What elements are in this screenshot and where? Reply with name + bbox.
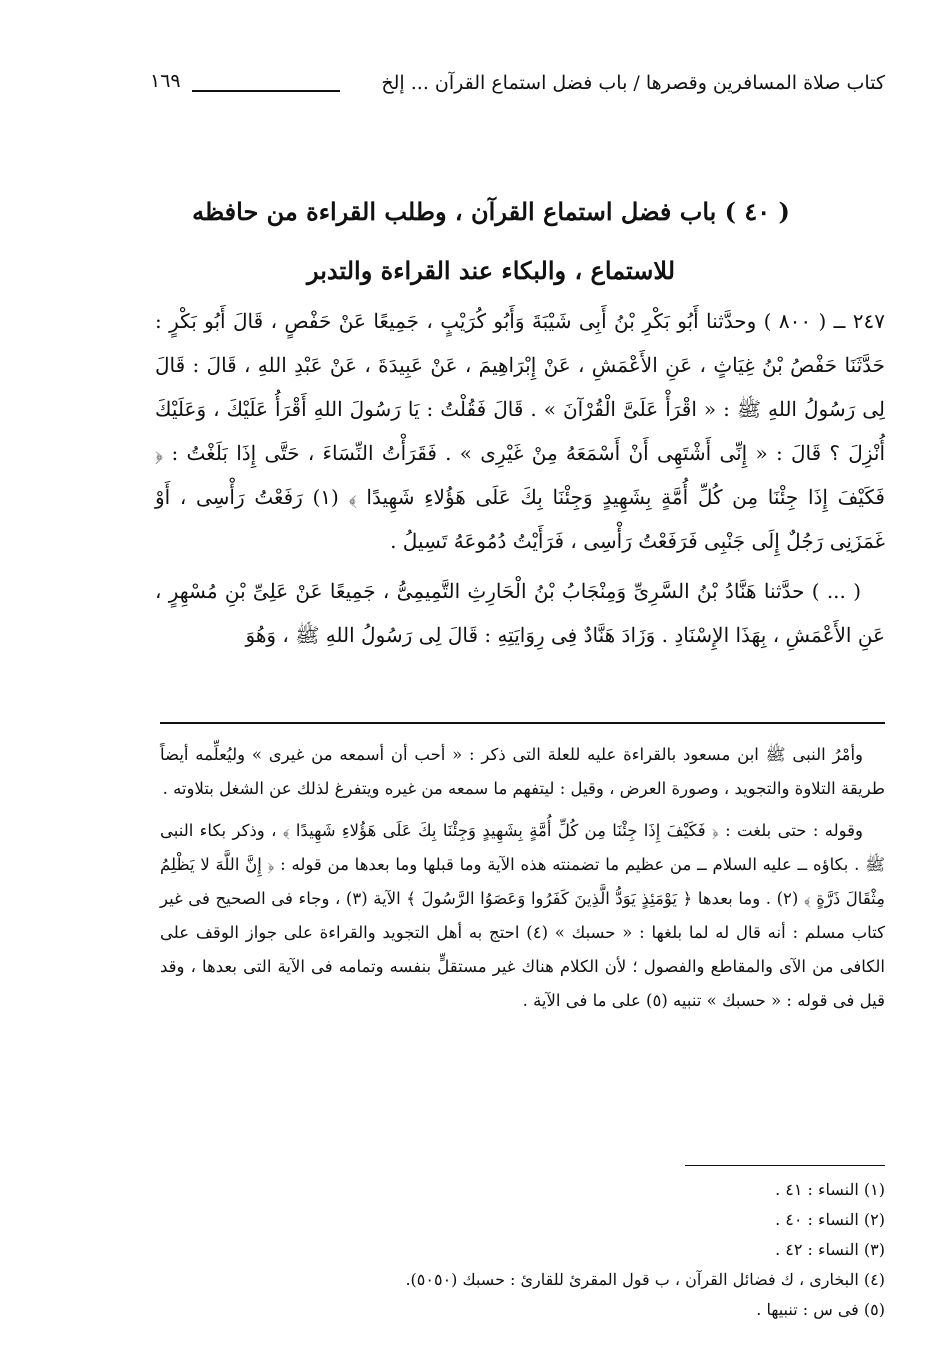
hadith-paragraph-2: ( ... ) حدَّثنا هَنَّادُ بْنُ السَّرِىِّ وَمِنْجَابُ بْنُ الْحَارِثِ التَّمِيمِىُّ ، جَمِيعًا عَنْ عَلِىِّ بْنِ مُسْهِرٍ ، عَنِ الأَعْمَشِ ، بِهَذَا الإِسْنَادِ . وَزَادَ هَنَّادٌ فِى رِوَايَتِهِ : قَالَ لِى رَسُولُ اللهِ ﷺ ، وَهُوَ xyxy=(155,579,885,647)
footnote-4: (٤) البخارى ، ك فضائل القرآن ، ب قول المقرئ للقارئ : حسبك (٥٠٥٠). xyxy=(405,1270,885,1289)
commentary xyxy=(160,738,885,1018)
header-title: كتاب صلاة المسافرين وقصرها / باب فضل استماع القرآن ... إلخ xyxy=(381,72,885,94)
footnote-3: (٣) النساء : ٤٢ . xyxy=(775,1240,885,1259)
chapter-title-line-2: للاستماع ، والبكاء عند القراءة والتدبر xyxy=(306,256,676,285)
chapter-title xyxy=(161,182,821,300)
footnote-1: (١) النساء : ٤١ . xyxy=(775,1180,885,1199)
text-divider xyxy=(160,722,885,724)
hadith-paragraph-1: ٢٤٧ ــ ( ٨٠٠ ) وحدَّثنا أَبُو بَكْرِ بْنُ أَبِى شَيْبَةَ وَأَبُو كُرَيْبٍ ، جَمِيعًا عَنْ حَفْصٍ ، قَالَ أَبُو بَكْرٍ : حَدَّثَنَا حَفْصُ بْنُ غِيَاثٍ ، عَنِ الأَعْمَشِ ، عَنْ إِبْرَاهِيمَ ، عَنْ عَبِيدَةَ ، عَنْ عَبْدِ اللهِ ، قَالَ : قَالَ لِى رَسُولُ اللهِ ﷺ : « اقْرَأْ عَلَىَّ الْقُرْآنَ » . قَالَ فَقُلْتُ : يَا رَسُولَ اللهِ أَقْرَأُ عَلَيْكَ ، وَعَلَيْكَ أُنْزِلَ ؟ قَالَ : « إِنِّى أَشْتَهِى أَنْ أَسْمَعَهُ مِنْ غَيْرِى » . فَقَرَأْتُ النِّسَاءَ ، حَتَّى إِذَا بَلَغْتُ : ﴿ فَكَيْفَ إِذَا جِئْنَا مِن كُلِّ أُمَّةٍ بِشَهِيدٍ وَجِئْنَا بِكَ عَلَى هَؤُلاءِ شَهِيدًا ﴾ (١) رَفَعْتُ رَأْسِى ، أَوْ غَمَزَنِى رَجُلٌ إِلَى جَنْبِى فَرَفَعْتُ رَأْسِى ، فَرَأَيْتُ دُمُوعَهُ تَسِيلُ . xyxy=(155,309,886,553)
commentary-paragraph-2: وقوله : حتى بلغت : ﴿ فَكَيْفَ إِذَا جِئْنَا مِن كُلِّ أُمَّةٍ بِشَهِيدٍ وَجِئْنَا بِكَ عَلَى هَؤُلاءِ شَهِيدًا ﴾ ، وذكر بكاء النبى ﷺ . بكاؤه ــ عليه السلام ــ من عظيم ما تضمنته هذه الآية وما قبلها وما بعدها من قوله : ﴿ إِنَّ اللَّهَ لا يَظْلِمُ مِثْقَالَ ذَرَّةٍ ﴾ (٢) . وما بعدها ﴿ يَوْمَئِذٍ يَوَدُّ الَّذِينَ كَفَرُوا وَعَصَوُا الرَّسُولَ ﴾ الآية (٣) ، وجاء فى الصحيح فى غير كتاب مسلم : أنه قال له لما بلغها : « حسبك » (٤) احتج به أهل التجويد والقراءة على جواز الوقف على الكافى من الآى والمقاطع والفصول ؛ لأن الكلام هناك غير مستقلٍّ بنفسه وتمامه فى الآية التى بعدها ، وقد قيل فى قوله : « حسبك » تنبيه (٥) على ما فى الآية . xyxy=(160,821,885,1010)
header-rule xyxy=(192,90,340,92)
footnote-2: (٢) النساء : ٤٠ . xyxy=(775,1210,885,1229)
footnotes xyxy=(160,1175,885,1325)
footnote-divider xyxy=(685,1165,885,1166)
running-header xyxy=(150,66,885,106)
page-number: ١٦٩ xyxy=(150,70,181,92)
commentary-paragraph-1: وأمْرُ النبى ﷺ ابن مسعود بالقراءة عليه للعلة التى ذكر : « أحب أن أسمعه من غيرى » وليُعلِّمه أيضاً طريقة التلاوة والتجويد ، وصورة العرض ، وقيل : ليتفهم ما سمعه من غيره ويتفرغ لذلك عن الشغل بتلاوته . xyxy=(160,745,885,798)
hadith-text xyxy=(155,299,885,657)
footnote-5: (٥) فى س : تنبيها . xyxy=(756,1300,885,1319)
chapter-title-line-1: ( ٤٠ ) باب فضل استماع القرآن ، وطلب القراءة من حافظه xyxy=(192,197,790,226)
